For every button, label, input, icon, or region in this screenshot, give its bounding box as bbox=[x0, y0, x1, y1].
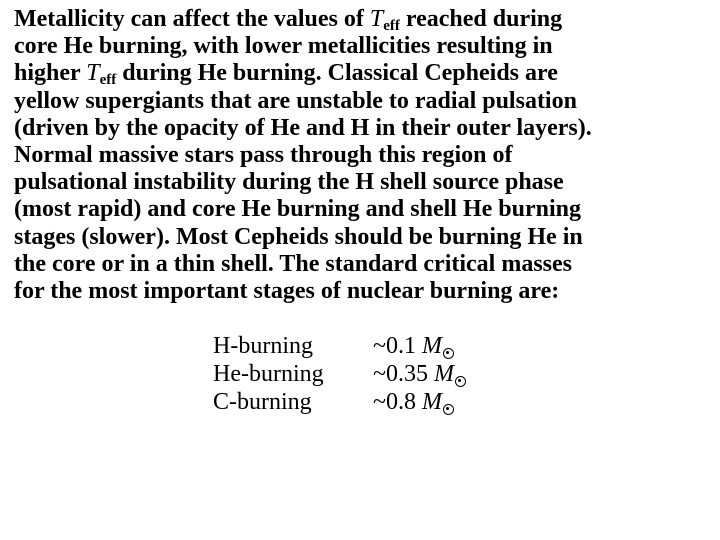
paragraph-line-4: yellow supergiants that are unstable to radial pulsation bbox=[14, 87, 577, 114]
paragraph-line-2: core He burning, with lower metallicities resulting in bbox=[14, 33, 553, 60]
mass-row-c-burning bbox=[213, 388, 466, 416]
critical-masses-list bbox=[213, 332, 466, 416]
paragraph-line-7: pulsational instability during the H shell source phase bbox=[14, 169, 564, 196]
teff-symbol: T bbox=[86, 60, 100, 87]
teff-subscript: eff bbox=[383, 18, 400, 34]
teff-subscript: eff bbox=[99, 72, 117, 89]
mass-row-he-burning bbox=[213, 360, 466, 388]
mass-row-h-burning bbox=[213, 332, 466, 360]
sun-symbol-icon bbox=[443, 348, 454, 359]
mass-value: ~0.1 M bbox=[373, 332, 454, 360]
stage-label: H-burning bbox=[213, 333, 313, 359]
paragraph-line-6: Normal massive stars pass through this region of bbox=[14, 142, 513, 169]
paragraph-line-8: (most rapid) and core He burning and shell He burning bbox=[14, 196, 581, 223]
paragraph-line-11: for the most important stages of nuclear burning are: bbox=[14, 278, 560, 305]
teff-symbol: T bbox=[369, 6, 384, 32]
body-paragraph bbox=[14, 6, 714, 305]
paragraph-line-5: (driven by the opacity of He and H in their outer layers). bbox=[14, 114, 592, 141]
sun-symbol-icon bbox=[443, 404, 454, 415]
stage-label: C-burning bbox=[213, 389, 312, 415]
paragraph-line-10: the core or in a thin shell. The standard critical masses bbox=[14, 250, 572, 277]
mass-value: ~0.35 M bbox=[373, 360, 466, 388]
stage-label: He-burning bbox=[213, 361, 324, 387]
mass-value: ~0.8 M bbox=[373, 388, 454, 416]
paragraph-line-9: stages (slower). Most Cepheids should be burning He in bbox=[14, 223, 583, 250]
paragraph-line-1: Metallicity can affect the values of $T_{eff}$ reached during bbox=[14, 6, 563, 34]
paragraph-line-3: higher $T_{eff}$ during He burning. Classical Cepheids are bbox=[14, 60, 558, 89]
sun-symbol-icon bbox=[455, 376, 466, 387]
